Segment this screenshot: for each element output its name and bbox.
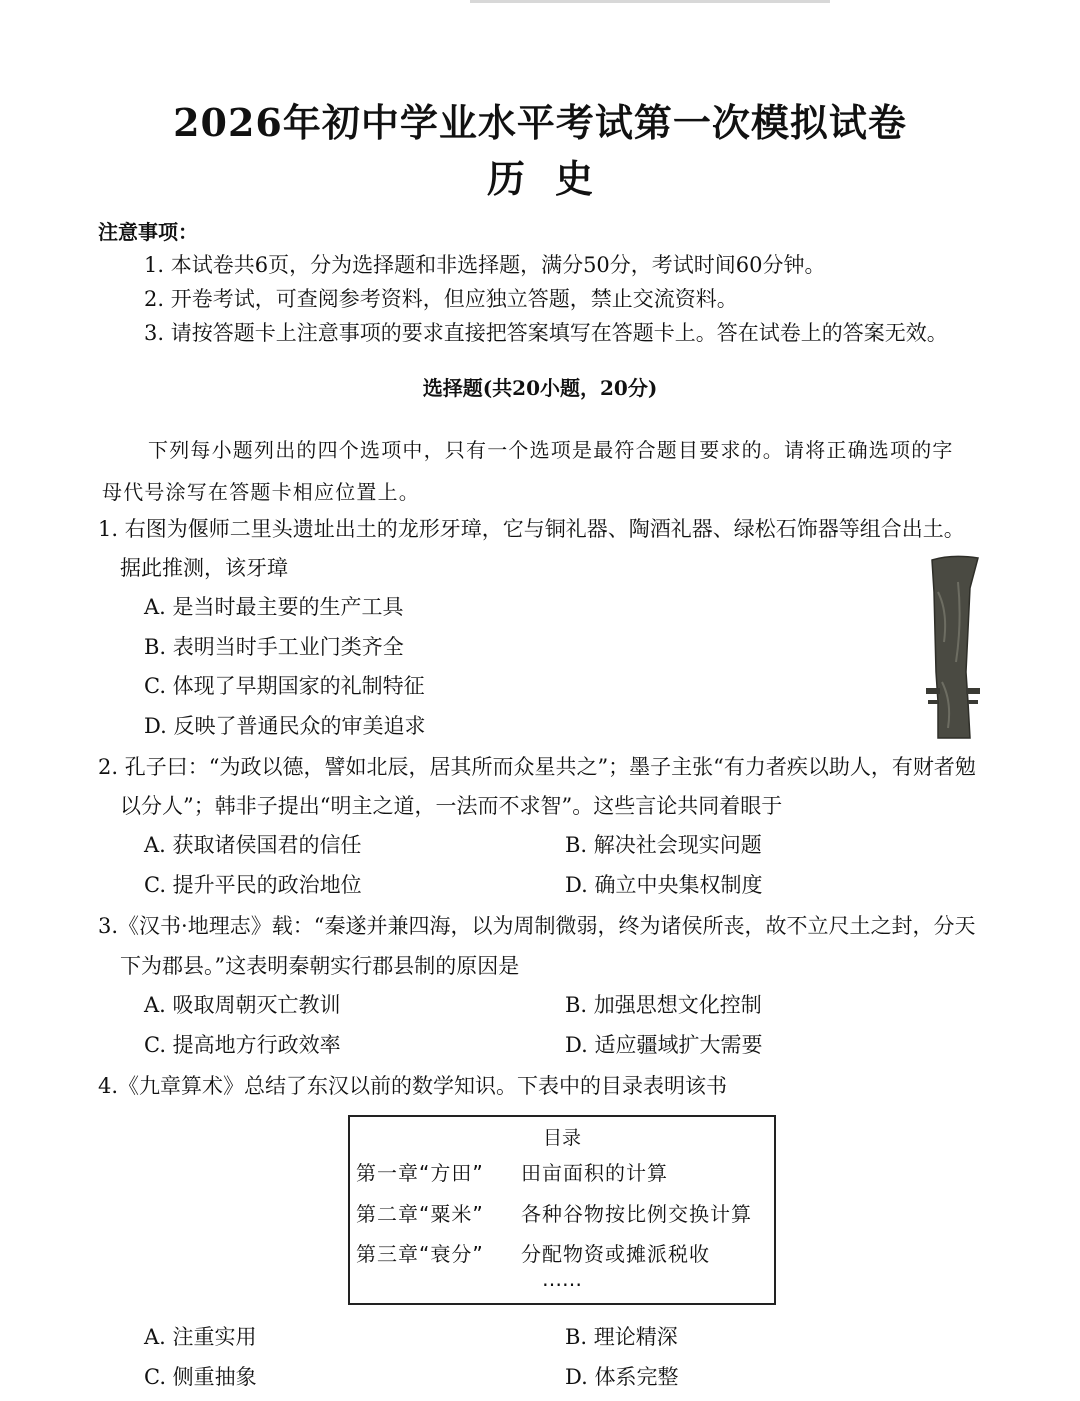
question-2-stem: 以分人”；韩非子提出“明主之道，一法而不求智”。这些言论共同着眼于 <box>120 794 783 818</box>
question-4-option-d: D. 体系完整 <box>565 1365 679 1389</box>
toc-chapter: 第二章“粟米” <box>356 1202 484 1226</box>
notice-item: 2. 开卷考试，可查阅参考资料，但应独立答题，禁止交流资料。 <box>144 287 738 311</box>
question-2-option-c: C. 提升平民的政治地位 <box>144 873 362 897</box>
toc-content: 各种谷物按比例交换计算 <box>521 1202 752 1226</box>
toc-content: 田亩面积的计算 <box>521 1161 668 1185</box>
section-heading: 选择题(共20小题，20分) <box>422 376 658 400</box>
question-2-option-b: B. 解决社会现实问题 <box>565 833 762 857</box>
question-3-stem: 下为郡县。”这表明秦朝实行郡县制的原因是 <box>120 954 520 978</box>
question-3-stem: 3.《汉书·地理志》载：“秦遂并兼四海，以为周制微弱，终为诸侯所丧，故不立尺土之封，分天 <box>98 914 976 938</box>
toc-chapter: 第一章“方田” <box>356 1161 484 1185</box>
toc-row <box>356 1157 668 1186</box>
question-1-option-d: D. 反映了普通民众的审美追求 <box>144 714 426 738</box>
question-1-option-b: B. 表明当时手工业门类齐全 <box>144 635 404 659</box>
question-4-stem: 4.《九章算术》总结了东汉以前的数学知识。下表中的目录表明该书 <box>98 1074 728 1098</box>
question-2-option-a: A. 获取诸侯国君的信任 <box>144 833 362 857</box>
exam-title: 2026年初中学业水平考试第一次模拟试卷 <box>173 100 907 145</box>
section-intro-line: 下列每小题列出的四个选项中，只有一个选项是最符合题目要求的。请将正确选项的字 <box>148 438 954 462</box>
notice-item: 1. 本试卷共6页，分为选择题和非选择题，满分50分，考试时间60分钟。 <box>144 253 826 277</box>
section-intro-line: 母代号涂写在答题卡相应位置上。 <box>102 480 420 504</box>
question-1-stem: 1. 右图为偃师二里头遗址出土的龙形牙璋，它与铜礼器、陶酒礼器、绿松石饰器等组合出土。 <box>98 517 965 541</box>
toc-title: 目录 <box>542 1127 581 1149</box>
question-4-option-c: C. 侧重抽象 <box>144 1365 257 1389</box>
subject-title: 历史 <box>486 156 623 201</box>
yazhang-artifact-image <box>918 552 988 740</box>
question-1-stem: 据此推测，该牙璋 <box>120 556 288 580</box>
question-3-option-b: B. 加强思想文化控制 <box>565 993 762 1017</box>
question-2-option-d: D. 确立中央集权制度 <box>565 873 763 897</box>
question-2-stem: 2. 孔子曰：“为政以德，譬如北辰，居其所而众星共之”；墨子主张“有力者疾以助人，有财者勉 <box>98 755 976 779</box>
question-4-option-a: A. 注重实用 <box>144 1325 257 1349</box>
toc-content: 分配物资或摊派税收 <box>521 1242 710 1266</box>
question-3-option-d: D. 适应疆域扩大需要 <box>565 1033 763 1057</box>
notice-heading: 注意事项： <box>98 220 198 244</box>
question-3-option-a: A. 吸取周朝灭亡教训 <box>144 993 341 1017</box>
scan-edge-mark <box>470 0 830 3</box>
question-3-option-c: C. 提高地方行政效率 <box>144 1033 341 1057</box>
toc-ellipsis: …… <box>542 1267 582 1291</box>
toc-row <box>356 1198 752 1227</box>
question-1-option-c: C. 体现了早期国家的礼制特征 <box>144 674 425 698</box>
notice-item: 3. 请按答题卡上注意事项的要求直接把答案填写在答题卡上。答在试卷上的答案无效。 <box>144 321 948 345</box>
toc-row <box>356 1238 710 1267</box>
question-1-option-a: A. 是当时最主要的生产工具 <box>144 595 404 619</box>
table-of-contents-box <box>348 1115 776 1305</box>
toc-chapter: 第三章“衰分” <box>356 1242 484 1266</box>
question-4-option-b: B. 理论精深 <box>565 1325 678 1349</box>
